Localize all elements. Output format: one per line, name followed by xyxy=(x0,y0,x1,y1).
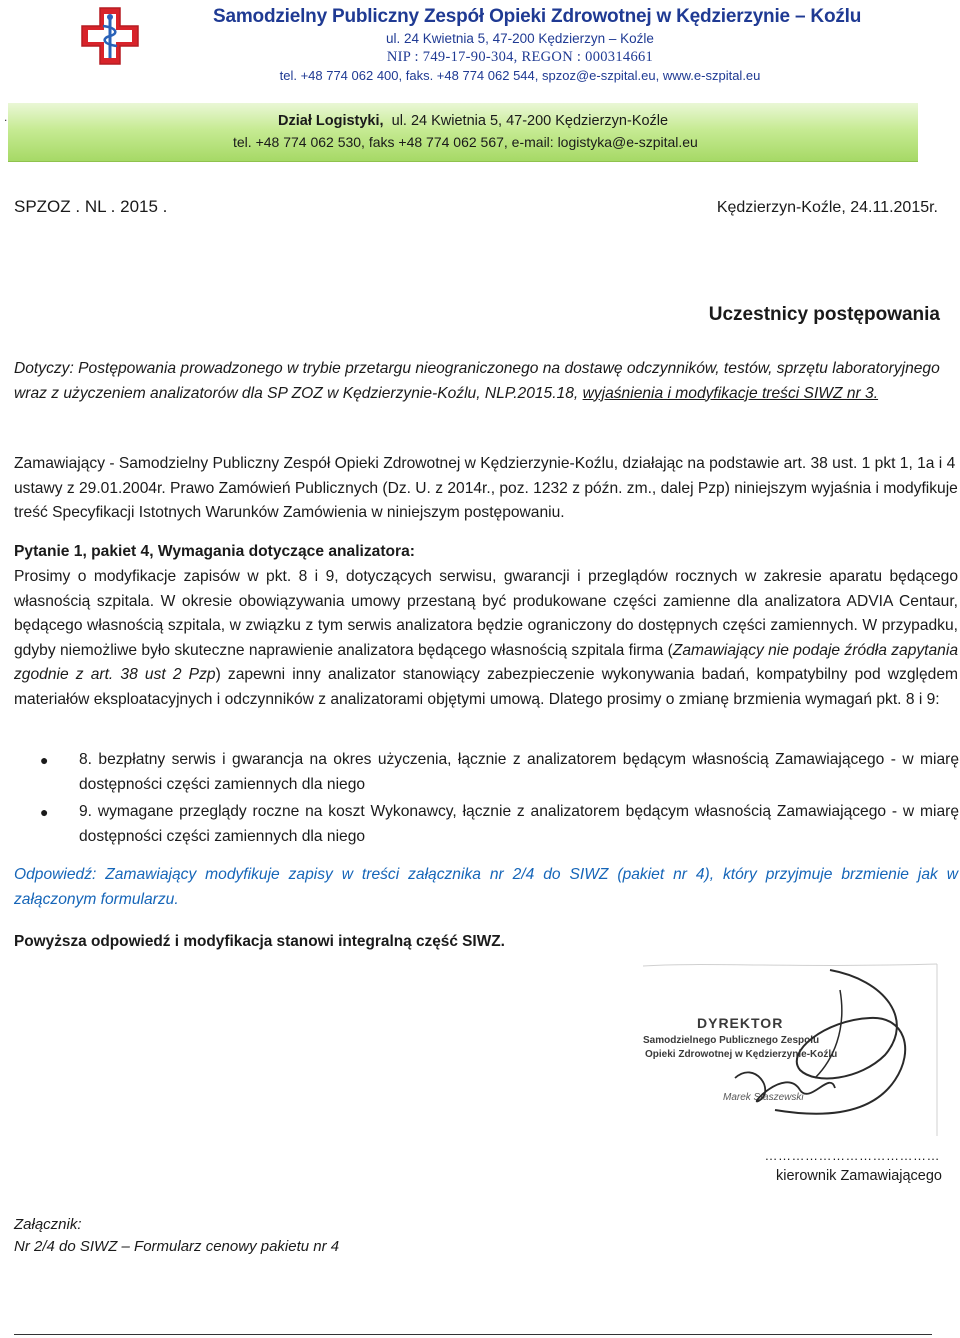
stamp-line-1: Samodzielnego Publicznego Zespołu xyxy=(643,1035,820,1046)
stamp-title: DYREKTOR xyxy=(697,1015,784,1031)
footer-rule xyxy=(14,1334,932,1335)
bullet-icon: ● xyxy=(40,804,49,820)
header-address: ul. 24 Kwietnia 5, 47-200 Kędzierzyn – Koźle xyxy=(386,31,654,46)
banner-department: Dział Logistyki, xyxy=(278,113,384,129)
bullet-icon: ● xyxy=(40,752,49,768)
stamp-line-2: Opieki Zdrowotnej w Kędzierzynie-Koźlu xyxy=(645,1049,838,1060)
question-text-italic: Zamawiający nie podaje źródła zapytania zgodnie z art. 38 ust 2 Pzp xyxy=(14,641,958,683)
signature-line: ………………………………… xyxy=(764,1148,940,1163)
banner-address: ul. 24 Kwietnia 5, 47-200 Kędzierzyn-Koźle xyxy=(391,113,669,129)
answer-paragraph: Odpowiedź: Zamawiający modyfikuje zapisy w treści załącznika nr 2/4 do SIWZ (pakiet nr 4), który przyjmuje brzmienie jak w załączonym formularzu. xyxy=(14,866,958,908)
list-item: 8. bezpłatny serwis i gwarancja na okres użyczenia, łącznie z analizatorem będącym własnością Zamawiającego - w miarę dostępności części zamiennych dla niego xyxy=(79,751,959,793)
question-heading: Pytanie 1, pakiet 4, Wymagania dotyczące analizatora: xyxy=(14,543,415,560)
question-text-2: ) zapewni inny analizator stanowiący zabezpieczenie wykonywania badań, kompatybilny pod względem materiałów eksploatacyjnych i odczynników z analizatorami objętymi umową. Dlatego prosimy o zmianę brzmienia wymagań pkt. 8 i 9: xyxy=(14,666,958,708)
question-text-1: Prosimy o modyfikacje zapisów w pkt. 8 i 9, dotyczących serwisu, gwarancji i przeglądów rocznych w zakresie aparatu będącego własnością szpitala. W okresie obowiązywania umowy przestaną być produkowane części zamienne dla analizatora ADVIA Centaur, będącego własnością szpitala, w związku z tym serwis analizatora będzie ograniczony do dostępnych części zamiennych. W przypadku, gdyby niemożliwe było skuteczne naprawienie analizatora będącego własnością szpitala firma ( xyxy=(14,568,958,659)
subject-text: Dotyczy: Postępowania prowadzonego w trybie przetargu nieograniczonego na dostawę odczynników, testów, sprzętu laboratoryjnego wraz z użyczeniem analizatorów dla SP ZOZ w Kędzierzynie-Koźlu, NLP.2015.18, xyxy=(14,360,940,402)
recipient-heading: Uczestnicy postępowania xyxy=(708,304,940,325)
stamp-name: Marek Staszewski xyxy=(723,1092,804,1103)
intro-paragraph: Zamawiający - Samodzielny Publiczny Zespół Opieki Zdrowotnej w Kędzierzynie-Koźlu, działając na podstawie art. 38 ust. 1 pkt 1, 1a i 4 ustawy z 29.01.2004r. Prawo Zamówień Publicznych (Dz. U. z 2014r., poz. 1232 z późn. zm., dalej Pzp) niniejszym wyjaśnia i modyfikuje treść Specyfikacji Istotnych Warunków Zamówienia w niniejszym postępowaniu. xyxy=(14,455,958,521)
header-contact: tel. +48 774 062 400, faks. +48 774 062 544, spzoz@e-szpital.eu, www.e-szpital.eu xyxy=(279,68,761,83)
subject-underlined: wyjaśnienia i modyfikacje treści SIWZ nr 3. xyxy=(582,384,879,402)
subject-paragraph xyxy=(14,357,958,406)
document-date: Kędzierzyn-Koźle, 24.11.2015r. xyxy=(716,199,938,216)
attachment-label: Załącznik: xyxy=(14,1216,82,1233)
institution-name: Samodzielny Publiczny Zespół Opieki Zdrowotnej w Kędzierzynie – Koźlu xyxy=(213,6,862,27)
banner-department-line xyxy=(278,113,668,129)
question-paragraph xyxy=(14,565,958,712)
attachment-item: Nr 2/4 do SIWZ – Formularz cenowy pakietu nr 4 xyxy=(14,1238,340,1255)
director-stamp-signature xyxy=(585,960,943,1138)
signature-label: kierownik Zamawiającego xyxy=(775,1168,942,1184)
banner-contact: tel. +48 774 062 530, faks +48 774 062 567, e-mail: logistyka@e-szpital.eu xyxy=(233,134,698,150)
department-banner xyxy=(8,103,918,162)
reference-number: SPZOZ . NL . 2015 . xyxy=(14,197,168,216)
stray-dot: . xyxy=(4,110,8,124)
closing-statement: Powyższa odpowiedź i modyfikacja stanowi integralną część SIWZ. xyxy=(14,933,505,950)
header-tax-ids: NIP : 749-17-90-304, REGON : 000314661 xyxy=(386,49,654,65)
hospital-logo-icon xyxy=(80,6,140,66)
list-item: 9. wymagane przeglądy roczne na koszt Wykonawcy, łącznie z analizatorem będącym własnością Zamawiającego - w miarę dostępności części zamiennych dla niego xyxy=(79,803,959,845)
